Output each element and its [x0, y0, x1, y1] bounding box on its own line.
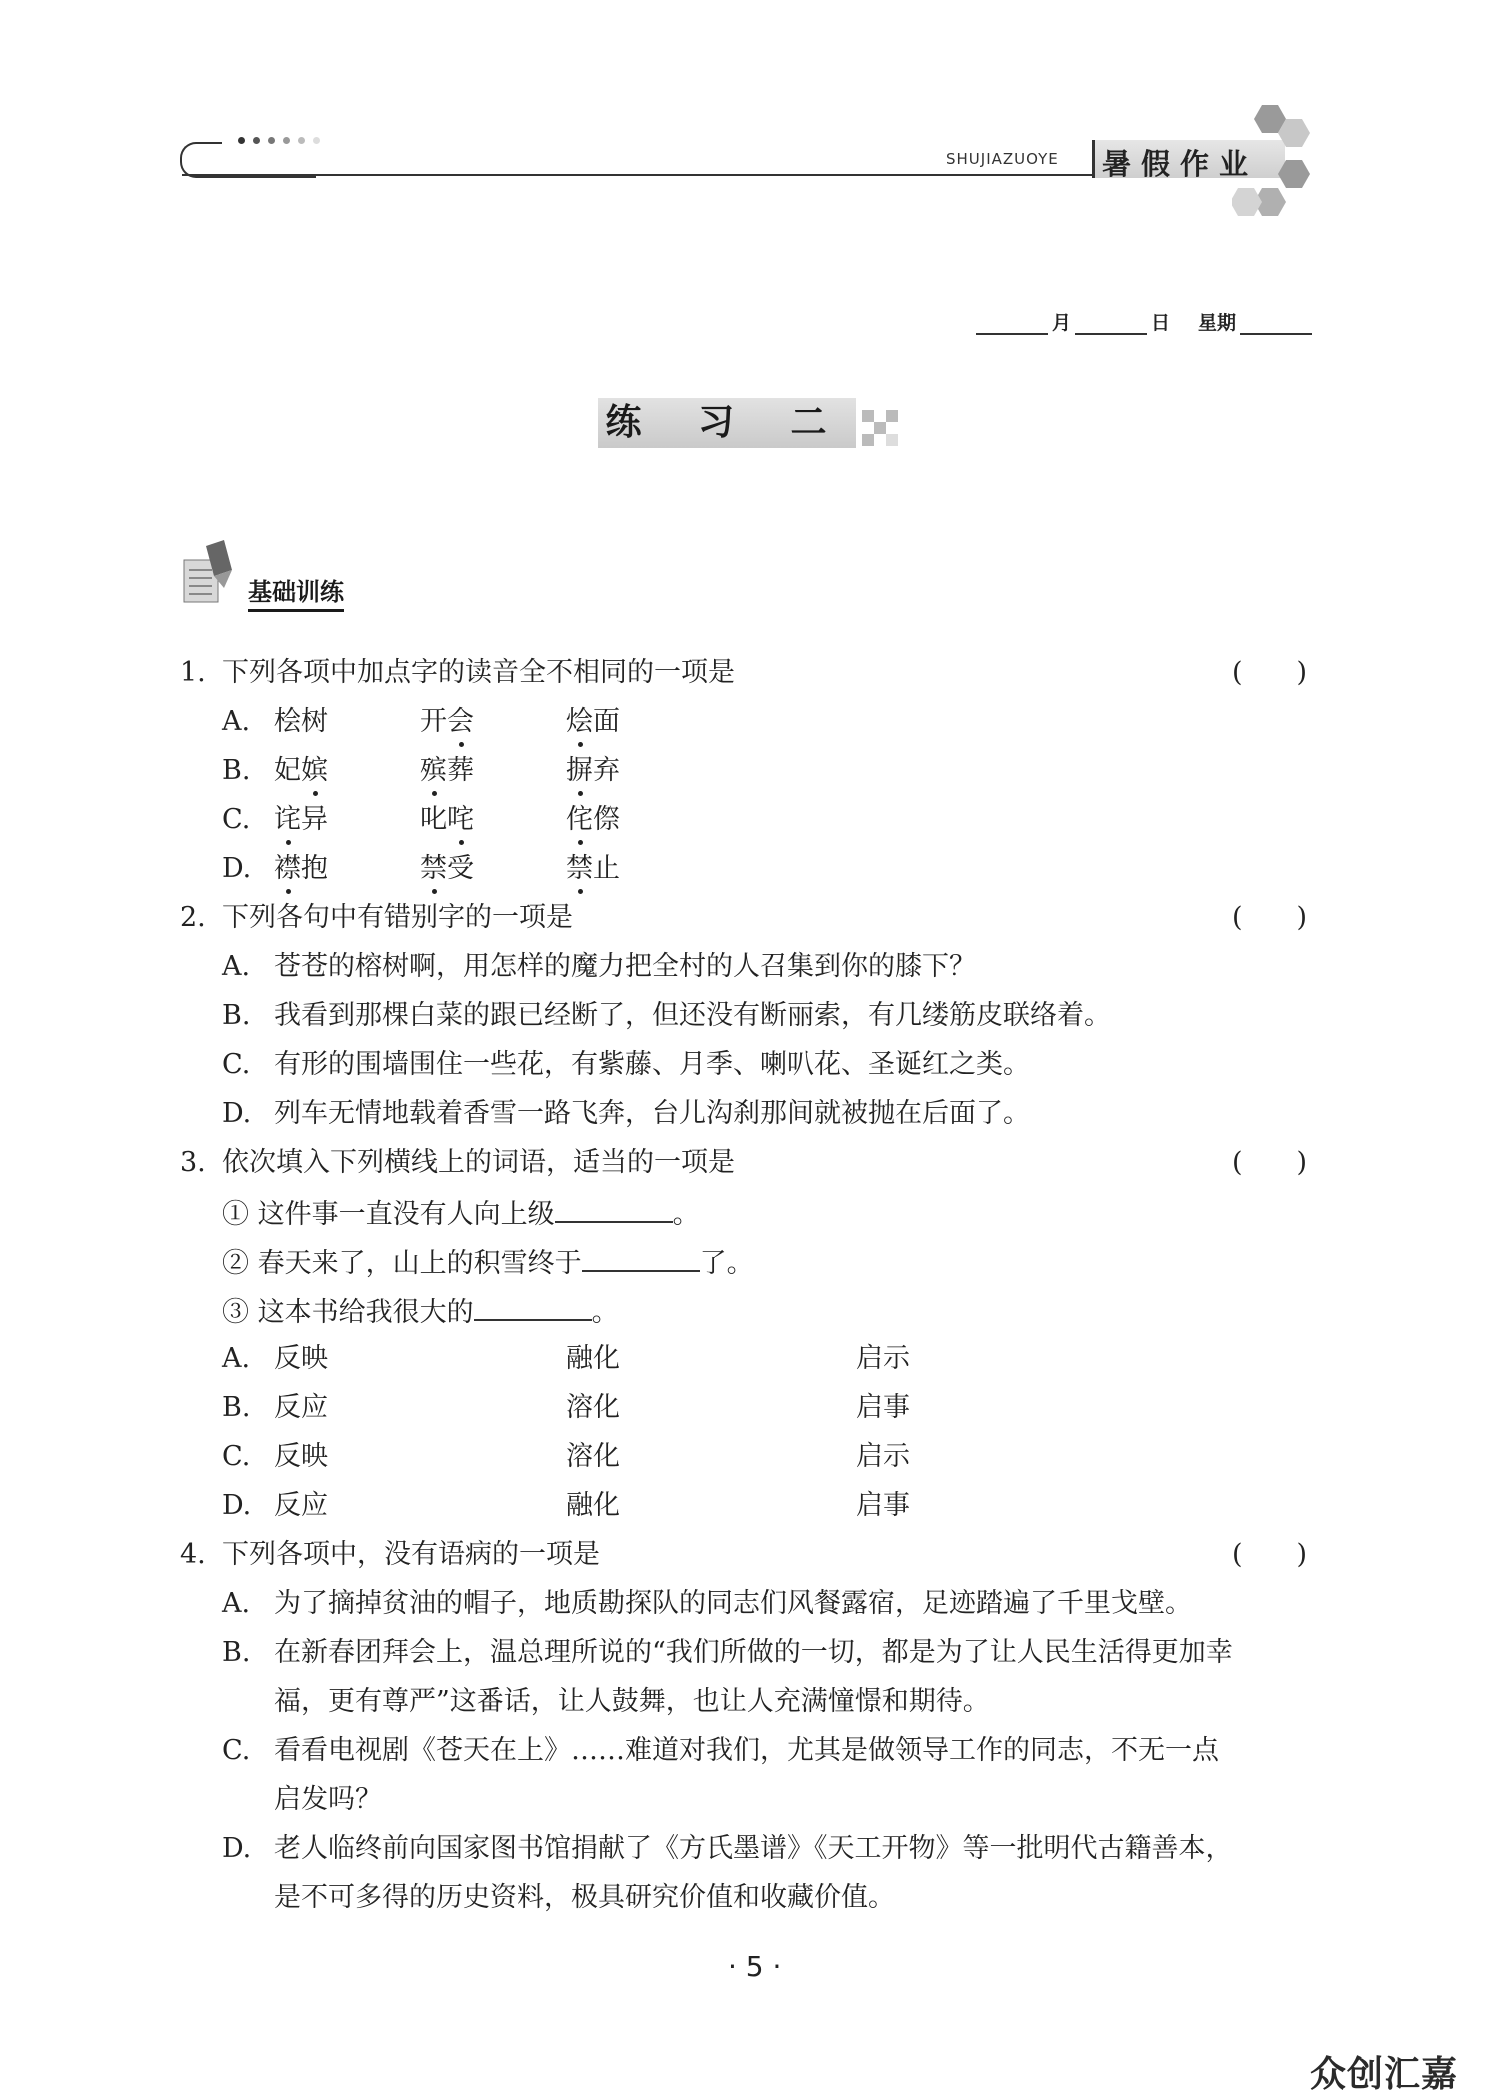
option-label: A. [222, 1588, 251, 1619]
dotted-char: 襟 [274, 853, 301, 884]
dotted-char: 烩 [566, 706, 593, 737]
option-label: C. [222, 804, 251, 835]
option-word-2: 融化 [566, 1343, 620, 1374]
option-label: D. [222, 853, 252, 884]
option-word-3: 启事 [856, 1490, 910, 1521]
option-a [222, 1587, 1192, 1621]
option-text: 列车无情地载着香雪一路飞奔，台儿沟刹那间就被抛在后面了。 [274, 1098, 1030, 1129]
option-label: A. [222, 706, 251, 737]
option-word-2 [420, 705, 474, 739]
fill-blank[interactable] [555, 1195, 673, 1223]
option-c [222, 1440, 910, 1474]
option-word-1 [274, 803, 328, 837]
fill-sentence-1 [222, 1195, 700, 1232]
option-label: C. [222, 1735, 251, 1766]
option-d [222, 1489, 910, 1523]
option-word-1: 反映 [274, 1343, 328, 1374]
header-title-en: SHUJIAZUOYE [946, 150, 1059, 168]
option-label: A. [222, 951, 251, 982]
section-label: 基础训练 [248, 572, 344, 612]
sentence-end: 。 [591, 1297, 619, 1328]
weekday-label: 星期 [1198, 312, 1237, 334]
char: 桧 [274, 706, 301, 737]
option-label: C. [222, 1441, 251, 1472]
option-word-3 [566, 803, 620, 837]
sentence-end: 。 [672, 1199, 700, 1230]
option-word-2: 融化 [566, 1490, 620, 1521]
question-number: 2. [180, 902, 206, 933]
question-stem: 依次填入下列横线上的词语，适当的一项是 [222, 1147, 735, 1178]
sentence-text: ① 这件事一直没有人向上级 [222, 1199, 555, 1230]
option-label: C. [222, 1049, 251, 1080]
option-c [222, 1048, 1030, 1082]
option-word-1 [274, 705, 328, 739]
question-stem: 下列各句中有错别字的一项是 [222, 902, 573, 933]
sentence-text: ② 春天来了，山上的积雪终于 [222, 1248, 582, 1279]
option-text: 看看电视剧《苍天在上》……难道对我们，尤其是做领导工作的同志，不无一点 [274, 1735, 1219, 1766]
month-blank [976, 311, 1048, 335]
char: 叱 [420, 804, 447, 835]
question-stem: 下列各项中，没有语病的一项是 [222, 1539, 600, 1570]
fill-blank[interactable] [582, 1244, 700, 1272]
option-text: 苍苍的榕树啊，用怎样的魔力把全村的人召集到你的膝下？ [274, 951, 976, 982]
option-label: A. [222, 1343, 251, 1374]
fill-sentence-3 [222, 1293, 619, 1330]
char: 树 [301, 706, 328, 737]
date-line [972, 308, 1316, 335]
checker-decoration-icon [862, 410, 902, 450]
option-text: 在新春团拜会上，温总理所说的“我们所做的一切，都是为了让人民生活得更加幸 [274, 1637, 1233, 1668]
char: 抱 [301, 853, 328, 884]
dotted-char: 咤 [447, 804, 474, 835]
option-word-1 [274, 754, 328, 788]
option-word-2: 溶化 [566, 1441, 620, 1472]
watermark: 众创汇嘉 [1310, 2054, 1459, 2095]
char: 傺 [593, 804, 620, 835]
option-word-3 [566, 852, 620, 886]
question-stem: 下列各项中加点字的读音全不相同的一项是 [222, 657, 735, 688]
option-word-2 [420, 754, 474, 788]
option-label: D. [222, 1833, 252, 1864]
char: 开 [420, 706, 447, 737]
answer-parentheses: ( ) [1232, 902, 1308, 933]
option-a [222, 705, 620, 739]
option-d-continuation: 是不可多得的历史资料，极具研究价值和收藏价值。 [274, 1882, 895, 1913]
option-a [222, 1342, 910, 1376]
char: 止 [593, 853, 620, 884]
option-word-1: 反应 [274, 1392, 328, 1423]
char: 妃 [274, 755, 301, 786]
option-word-3 [566, 705, 620, 739]
option-b [222, 754, 620, 788]
page-number: · 5 · [728, 1950, 782, 1983]
hexagon-decoration-icon [1232, 100, 1322, 220]
option-text: 我看到那棵白菜的跟已经断了，但还没有断丽索，有几缕筋皮联络着。 [274, 1000, 1111, 1031]
option-word-3: 启示 [856, 1441, 910, 1472]
option-c [222, 1734, 1219, 1768]
option-word-2 [420, 852, 474, 886]
sentence-end: 了。 [699, 1248, 754, 1279]
option-word-1 [274, 852, 328, 886]
question-number: 4. [180, 1539, 206, 1570]
option-word-3: 启示 [856, 1343, 910, 1374]
option-b [222, 999, 1111, 1033]
option-b [222, 1391, 910, 1425]
dotted-char: 殡 [420, 755, 447, 786]
option-c-continuation: 启发吗？ [274, 1784, 382, 1815]
day-label: 日 [1151, 312, 1171, 334]
fill-blank[interactable] [474, 1293, 592, 1321]
answer-parentheses: ( ) [1232, 1147, 1308, 1178]
option-d [222, 1832, 1233, 1866]
dotted-char: 嫔 [301, 755, 328, 786]
option-label: B. [222, 1392, 251, 1423]
question-number: 3. [180, 1147, 206, 1178]
char: 葬 [447, 755, 474, 786]
fill-sentence-2 [222, 1244, 754, 1281]
option-b-continuation: 福，更有尊严”这番话，让人鼓舞，也让人充满憧憬和期待。 [274, 1686, 990, 1717]
header-dots [238, 137, 320, 144]
month-label: 月 [1052, 312, 1072, 334]
dotted-char: 摒 [566, 755, 593, 786]
dotted-char: 会 [447, 706, 474, 737]
header-bracket [180, 142, 222, 178]
sentence-text: ③ 这本书给我很大的 [222, 1297, 474, 1328]
dotted-char: 诧 [274, 804, 301, 835]
question-number: 1. [180, 657, 206, 688]
weekday-blank [1240, 311, 1312, 335]
day-blank [1075, 311, 1147, 335]
char: 弃 [593, 755, 620, 786]
option-word-3 [566, 754, 620, 788]
option-word-1: 反应 [274, 1490, 328, 1521]
dotted-char: 侘 [566, 804, 593, 835]
header-rule-accent [196, 174, 316, 178]
option-text: 老人临终前向国家图书馆捐献了《方氏墨谱》《天工开物》等一批明代古籍善本， [274, 1833, 1233, 1864]
answer-parentheses: ( ) [1232, 1539, 1308, 1570]
dotted-char: 禁 [420, 853, 447, 884]
option-d [222, 852, 620, 886]
header-title-cn: 暑假作业 [1102, 147, 1259, 181]
option-word-3: 启事 [856, 1392, 910, 1423]
option-label: D. [222, 1098, 252, 1129]
option-b [222, 1636, 1233, 1670]
pencil-notepad-icon [180, 540, 250, 612]
option-label: B. [222, 755, 251, 786]
option-label: D. [222, 1490, 252, 1521]
dotted-char: 禁 [566, 853, 593, 884]
char: 受 [447, 853, 474, 884]
option-word-2: 溶化 [566, 1392, 620, 1423]
option-d [222, 1097, 1030, 1131]
answer-parentheses: ( ) [1232, 657, 1308, 688]
option-label: B. [222, 1000, 251, 1031]
page-title: 练 习 二 [605, 402, 849, 443]
option-label: B. [222, 1637, 251, 1668]
char: 异 [301, 804, 328, 835]
option-word-2 [420, 803, 474, 837]
option-a [222, 950, 976, 984]
char: 面 [593, 706, 620, 737]
option-text: 有形的围墙围住一些花，有紫藤、月季、喇叭花、圣诞红之类。 [274, 1049, 1030, 1080]
option-word-1: 反映 [274, 1441, 328, 1472]
option-c [222, 803, 620, 837]
option-text: 为了摘掉贫油的帽子，地质勘探队的同志们风餐露宿，足迹踏遍了千里戈壁。 [274, 1588, 1192, 1619]
